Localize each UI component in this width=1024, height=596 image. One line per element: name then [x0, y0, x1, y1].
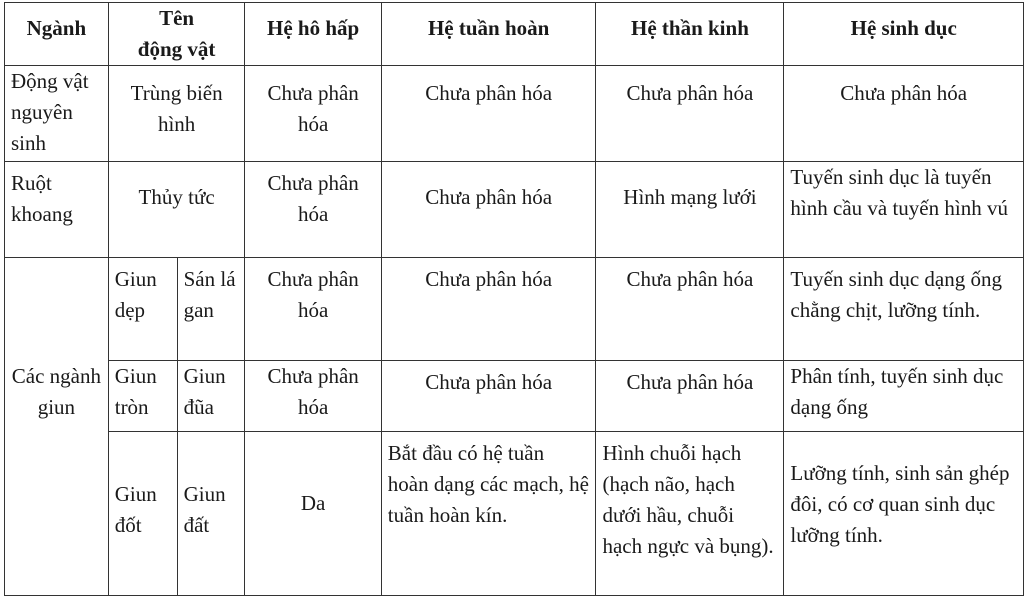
cell-than-kinh: Chưa phân hóa — [596, 361, 784, 432]
cell-sinh-duc: Lưỡng tính, sinh sản ghép đôi, có cơ quan sinh dục lưỡng tính. — [784, 432, 1024, 596]
cell-tuan-hoan: Chưa phân hóa — [381, 162, 596, 258]
cell-ho-hap: Chưa phân hóa — [245, 66, 381, 162]
table-row — [5, 432, 1024, 596]
cell-sinh-duc: Chưa phân hóa — [784, 66, 1024, 162]
cell-tuan-hoan: Chưa phân hóa — [381, 258, 596, 361]
header-he-ho-hap: Hệ hô hấp — [245, 3, 381, 66]
cell-than-kinh: Chưa phân hóa — [596, 258, 784, 361]
cell-nganh: Ruột khoang — [5, 162, 109, 258]
header-nganh: Ngành — [5, 3, 109, 66]
table-row — [5, 258, 1024, 361]
cell-nganh: Động vật nguyên sinh — [5, 66, 109, 162]
cell-nganh-group: Các ngành giun — [5, 258, 109, 596]
cell-ten-dong-vat: Thủy tức — [108, 162, 245, 258]
cell-nhom: Giun đốt — [108, 432, 177, 596]
table-row — [5, 361, 1024, 432]
cell-tuan-hoan: Chưa phân hóa — [381, 66, 596, 162]
header-row — [5, 3, 1024, 66]
cell-ten-dong-vat: Sán lá gan — [177, 258, 245, 361]
cell-tuan-hoan: Chưa phân hóa — [381, 361, 596, 432]
cell-nhom: Giun dẹp — [108, 258, 177, 361]
header-he-than-kinh: Hệ thần kinh — [596, 3, 784, 66]
cell-tuan-hoan: Bắt đầu có hệ tuần hoàn dạng các mạch, hệ tuần hoàn kín. — [381, 432, 596, 596]
header-ten-dong-vat: Tên động vật — [108, 3, 245, 66]
cell-than-kinh: Hình mạng lưới — [596, 162, 784, 258]
cell-nhom: Giun tròn — [108, 361, 177, 432]
cell-ten-dong-vat: Trùng biến hình — [108, 66, 245, 162]
cell-sinh-duc: Tuyến sinh dục dạng ống chằng chịt, lưỡng tính. — [784, 258, 1024, 361]
comparison-table — [4, 2, 1024, 596]
cell-ho-hap: Chưa phân hóa — [245, 162, 381, 258]
table-row — [5, 162, 1024, 258]
cell-ho-hap: Da — [245, 432, 381, 596]
table-row — [5, 66, 1024, 162]
cell-ho-hap: Chưa phân hóa — [245, 361, 381, 432]
cell-than-kinh: Hình chuỗi hạch (hạch não, hạch dưới hầu, chuỗi hạch ngực và bụng). — [596, 432, 784, 596]
cell-sinh-duc: Tuyến sinh dục là tuyến hình cầu và tuyến hình vú — [784, 162, 1024, 258]
header-he-sinh-duc: Hệ sinh dục — [784, 3, 1024, 66]
cell-ten-dong-vat: Giun đũa — [177, 361, 245, 432]
cell-ten-dong-vat: Giun đất — [177, 432, 245, 596]
cell-ho-hap: Chưa phân hóa — [245, 258, 381, 361]
cell-sinh-duc: Phân tính, tuyến sinh dục dạng ống — [784, 361, 1024, 432]
cell-than-kinh: Chưa phân hóa — [596, 66, 784, 162]
header-he-tuan-hoan: Hệ tuần hoàn — [381, 3, 596, 66]
